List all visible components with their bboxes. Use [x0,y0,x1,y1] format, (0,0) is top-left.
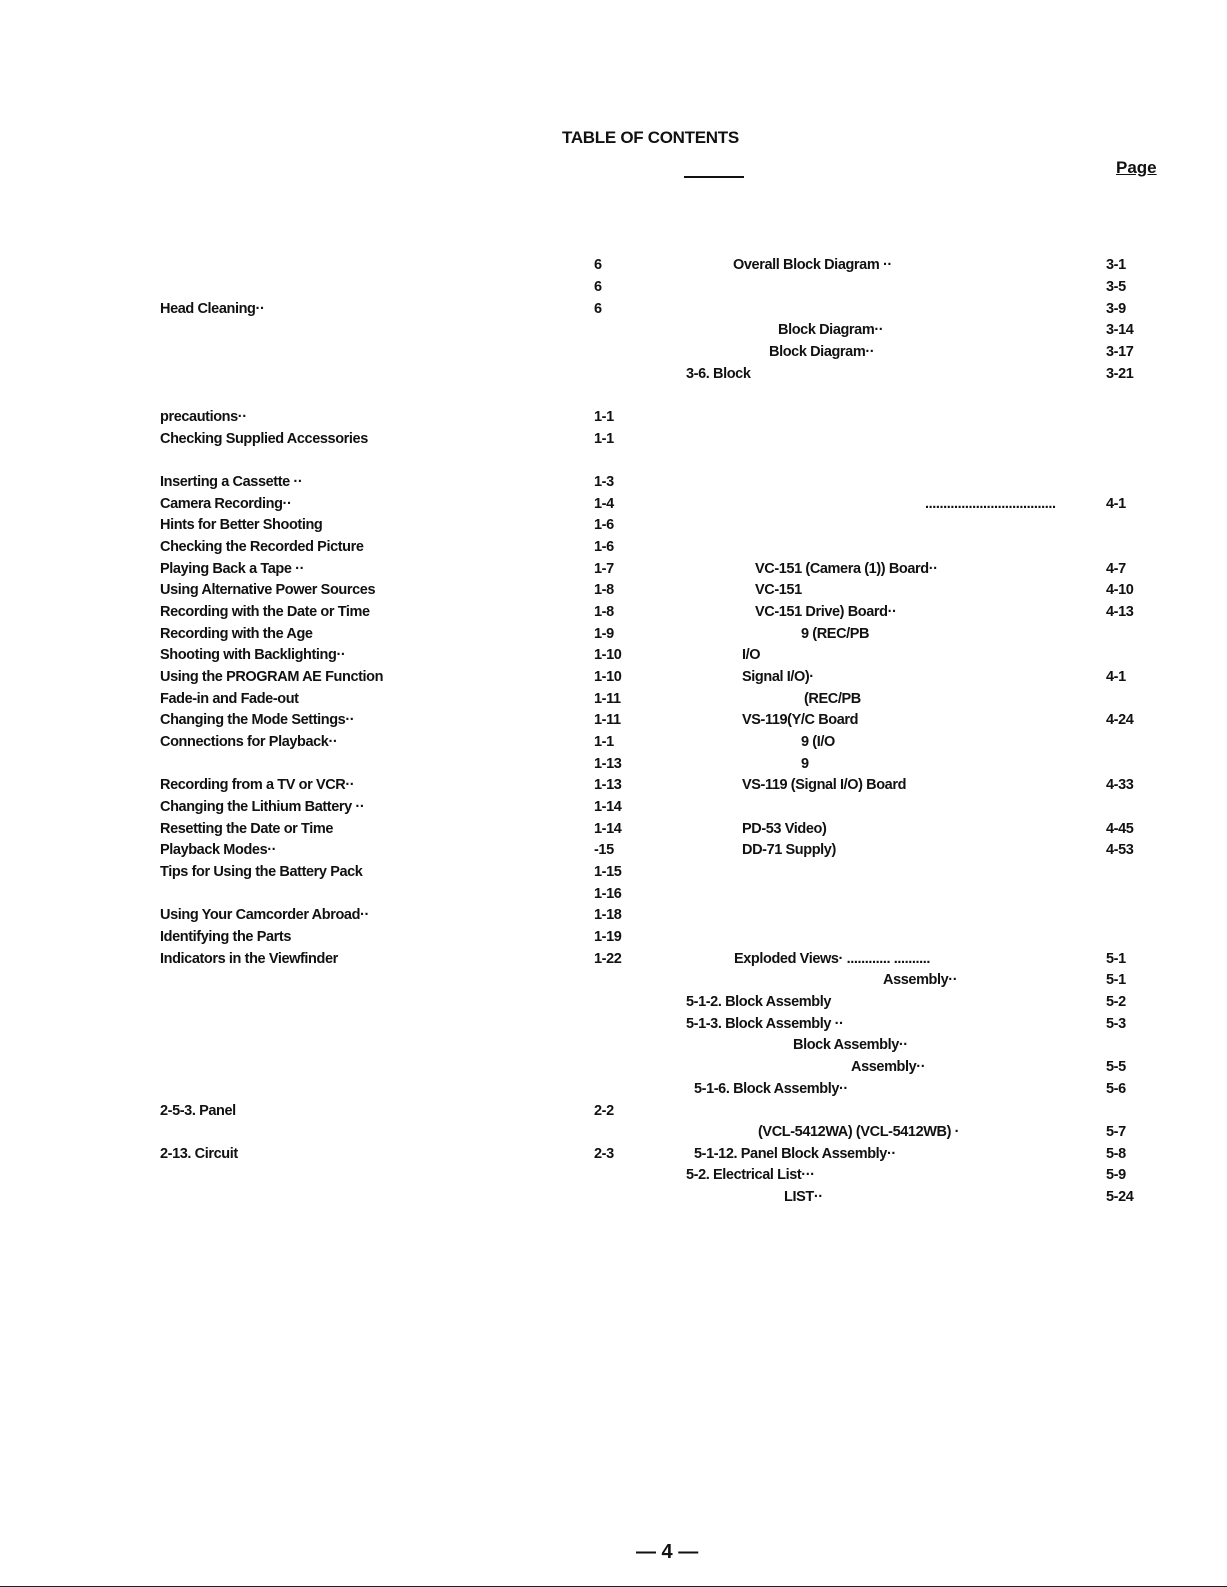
toc-entry-page: 1-19 [594,929,622,945]
toc-entry-page: 4-45 [1106,821,1134,837]
toc-entry-text: Hints for Better Shooting [160,517,323,533]
toc-entry-page: 1-11 [594,691,621,707]
toc-entry-text: Tips for Using the Battery Pack [160,864,363,880]
toc-entry-text: Recording with the Date or Time [160,604,370,620]
toc-entry-page: 5-1 [1106,951,1126,967]
toc-entry-page: 3-14 [1106,322,1134,338]
toc-entry-page: 2-3 [594,1146,614,1162]
toc-entry-text: Assembly·· [851,1059,926,1075]
toc-entry-text: VS-119(Y/C Board [742,712,859,728]
toc-entry-page: 1-1 [594,431,614,447]
toc-entry-text: LIST·· [784,1189,823,1205]
toc-entry-page: 1-13 [594,756,622,772]
toc-entry-text: 5-1-3. Block Assembly ·· [686,1016,844,1032]
toc-entry-text: (VCL-5412WA) (VCL-5412WB) · [758,1124,960,1140]
toc-entry-text: Recording with the Age [160,626,313,642]
toc-entry-page: 4-7 [1106,561,1126,577]
toc-entry-text: Changing the Mode Settings·· [160,712,355,728]
toc-entry-text: .................................... [925,496,1056,512]
toc-entry-text: 5-1-2. Block Assembly [686,994,831,1010]
toc-entry-page: 6 [594,301,602,317]
toc-entry-page: 1-8 [594,604,614,620]
toc-entry-page: 5-9 [1106,1167,1126,1183]
toc-entry-page: 1-15 [594,864,622,880]
toc-entry-text: Head Cleaning·· [160,301,265,317]
toc-entry-text: Checking the Recorded Picture [160,539,364,555]
toc-entry-text: Assembly·· [883,972,958,988]
toc-entry-page: 5-8 [1106,1146,1126,1162]
toc-entry-text: VC-151 Drive) Board·· [755,604,897,620]
toc-entry-page: 3-5 [1106,279,1126,295]
toc-entry-text: Block Diagram·· [778,322,884,338]
toc-entry-page: 5-24 [1106,1189,1134,1205]
toc-entry-text: 9 (REC/PB [801,626,870,642]
toc-entry-text: VS-119 (Signal I/O) Board [742,777,907,793]
toc-entry-text: 3-6. Block [686,366,751,382]
toc-entry-text: Changing the Lithium Battery ·· [160,799,365,815]
toc-entry-page: 6 [594,279,602,295]
toc-entry-text: 2-13. Circuit [160,1146,238,1162]
toc-entry-page: 1-4 [594,496,614,512]
toc-entry-page: 4-24 [1106,712,1134,728]
toc-entry-page: 5-3 [1106,1016,1126,1032]
toc-entry-page: 1-6 [594,539,614,555]
toc-entry-text: Shooting with Backlighting·· [160,647,346,663]
toc-entry-text: Checking Supplied Accessories [160,431,368,447]
toc-entry-page: 1-14 [594,799,622,815]
toc-entry-page: -15 [594,842,614,858]
toc-entry-text: (REC/PB [804,691,861,707]
toc-entry-text: 5-1-12. Panel Block Assembly·· [694,1146,896,1162]
toc-entry-text: Indicators in the Viewfinder [160,951,338,967]
toc-entry-page: 4-10 [1106,582,1134,598]
toc-entry-text: Connections for Playback·· [160,734,338,750]
toc-entry-page: 1-3 [594,474,614,490]
toc-entry-text: 2-5-3. Panel [160,1103,236,1119]
toc-entry-text: 9 [801,756,809,772]
toc-entry-text: Resetting the Date or Time [160,821,334,837]
toc-entry-text: Using Your Camcorder Abroad·· [160,907,369,923]
toc-entry-page: 4-13 [1106,604,1134,620]
toc-entry-text: I/O [742,647,761,663]
toc-entry-text: DD-71 Supply) [742,842,836,858]
toc-entry-page: 1-11 [594,712,621,728]
toc-entry-page: 1-6 [594,517,614,533]
toc-entry-page: 1-1 [594,734,614,750]
toc-entry-page: 1-10 [594,669,622,685]
toc-entry-text: VC-151 [755,582,802,598]
toc-entry-page: 1-9 [594,626,614,642]
toc-entry-page: 6 [594,257,602,273]
toc-entry-page: 5-7 [1106,1124,1126,1140]
toc-entry-page: 5-2 [1106,994,1126,1010]
toc-entry-page: 5-6 [1106,1081,1126,1097]
page-title: TABLE OF CONTENTS [562,128,739,147]
toc-entry-text: VC-151 (Camera (1)) Board·· [755,561,938,577]
toc-entry-text: Using Alternative Power Sources [160,582,376,598]
toc-entry-page: 1-16 [594,886,622,902]
toc-entry-text: Inserting a Cassette ·· [160,474,303,490]
toc-entry-text: Playing Back a Tape ·· [160,561,305,577]
toc-entry-page: 4-53 [1106,842,1134,858]
toc-entry-page: 3-1 [1106,257,1126,273]
toc-entry-page: 4-1 [1106,669,1126,685]
toc-entry-page: 2-2 [594,1103,614,1119]
toc-entry-text: 5-1-6. Block Assembly·· [694,1081,848,1097]
toc-entry-text: Playback Modes·· [160,842,277,858]
toc-entry-text: Identifying the Parts [160,929,291,945]
toc-entry-page: 3-9 [1106,301,1126,317]
toc-entry-text: Overall Block Diagram ·· [733,257,892,273]
toc-entry-text: 9 (I/O [801,734,835,750]
toc-entry-page: 1-14 [594,821,622,837]
page-column-label: Page [1116,158,1157,177]
toc-entry-text: Block Assembly·· [793,1037,908,1053]
toc-entry-page: 1-22 [594,951,622,967]
toc-entry-text: Fade-in and Fade-out [160,691,299,707]
toc-entry-page: 1-7 [594,561,614,577]
toc-entry-page: 1-1 [594,409,614,425]
toc-entry-page: 1-18 [594,907,622,923]
toc-entry-page: 5-1 [1106,972,1126,988]
page-number: — 4 — [636,1541,699,1563]
toc-entry-text: Exploded Views· ............ .......... [734,951,931,967]
toc-entry-page: 1-10 [594,647,622,663]
toc-entry-text: Recording from a TV or VCR·· [160,777,355,793]
toc-entry-page: 5-5 [1106,1059,1126,1075]
toc-entry-text: PD-53 Video) [742,821,827,837]
toc-entry-text: Block Diagram·· [769,344,875,360]
toc-entry-text: Signal I/O)· [742,669,814,685]
toc-entry-page: 1-8 [594,582,614,598]
section-rule [684,176,744,178]
toc-entry-page: 3-21 [1106,366,1134,382]
toc-entry-text: 5-2. Electrical List··· [686,1167,815,1183]
toc-entry-page: 3-17 [1106,344,1134,360]
toc-entry-page: 4-1 [1106,496,1126,512]
toc-entry-text: Using the PROGRAM AE Function [160,669,384,685]
toc-entry-text: Camera Recording·· [160,496,292,512]
toc-entry-page: 4-33 [1106,777,1134,793]
toc-entry-text: precautions·· [160,409,247,425]
toc-entry-page: 1-13 [594,777,622,793]
